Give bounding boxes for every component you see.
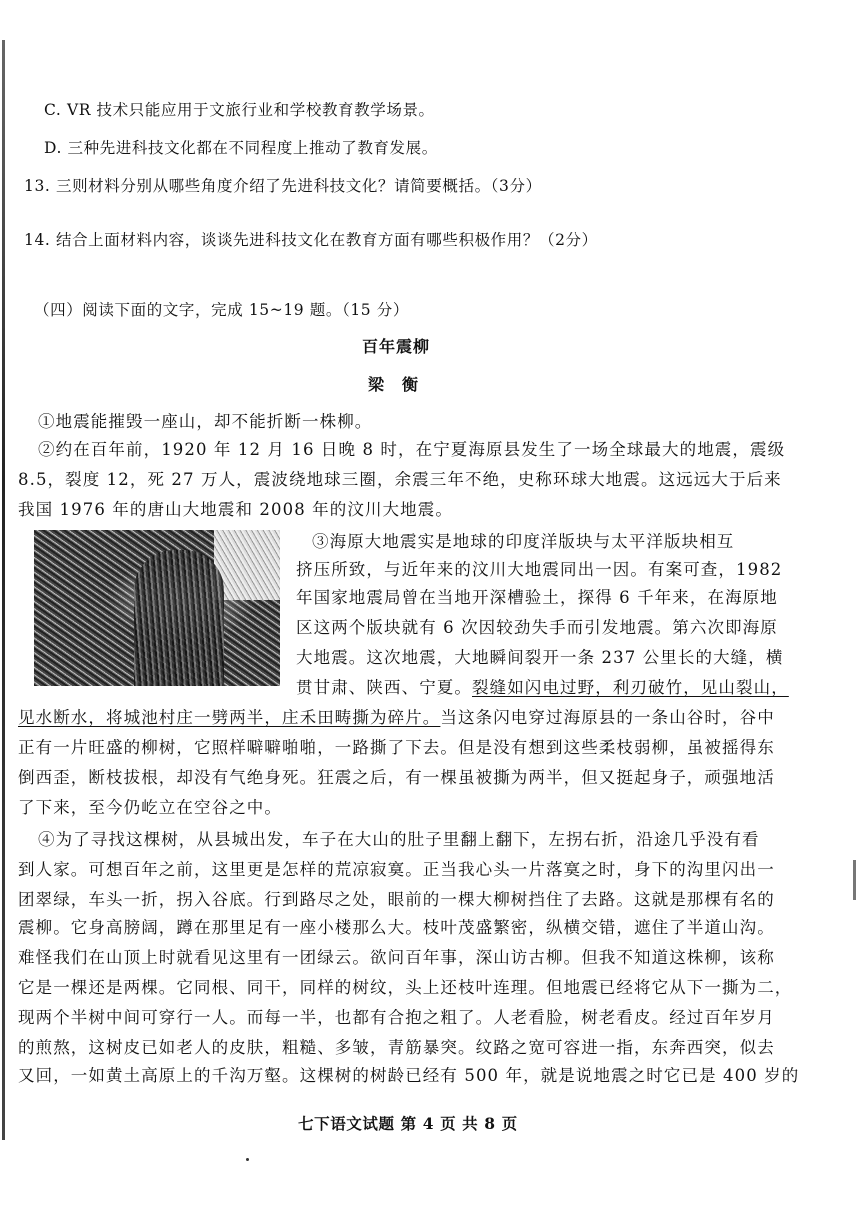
- paragraph-3-line: 区这两个版块就有 6 次因较劲失手而引发地震。第六次即海原: [296, 618, 778, 637]
- paragraph-4-line: 它是一棵还是两棵。它同根、同干，同样的树纹，头上还枝叶连理。但地震已经将它从下一撕为二，: [18, 978, 793, 997]
- paragraph-1: ①地震能摧毁一座山，却不能折断一株柳。: [38, 412, 373, 431]
- paragraph-2-line: 我国 1976 年的唐山大地震和 2008 年的汶川大地震。: [18, 500, 453, 519]
- paragraph-3-line: [296, 674, 789, 698]
- paragraph-4-line: 现两个半树中间可穿行一人。而每一半，也都有合抱之粗了。人老看脸，树老看皮。经过百年岁月: [18, 1008, 775, 1027]
- plain-text: 贯甘肃、陕西、宁夏。: [296, 678, 472, 697]
- paragraph-2-line: 8.5，裂度 12，死 27 万人，震波绕地球三圈，余震三年不绝，史称环球大地震。这远远大于后来: [18, 470, 782, 489]
- page-edge-shadow: [2, 40, 5, 1140]
- paragraph-4-line: 的煎熬，这树皮已如老人的皮肤，粗糙、多皱，青筋暴突。纹路之宽可容进一指，东奔西突，似去: [18, 1038, 775, 1057]
- paragraph-4-line: 到人家。可想百年之前，这里更是怎样的荒凉寂寞。正当我心头一片落寞之时，身下的沟里闪出一: [18, 860, 775, 879]
- paragraph-3-line: 正有一片旺盛的柳树，它照样噼噼啪啪，一路撕了下去。但是没有想到这些柔枝弱柳，虽被摇得东: [18, 738, 775, 757]
- paragraph-3-line: [18, 704, 775, 728]
- article-author: 梁 衡: [368, 375, 420, 394]
- paragraph-4-line: 震柳。它身高膀阔，蹲在那里足有一座小楼那么大。枝叶茂盛繁密，纵横交错，遮住了半道山沟。: [18, 918, 775, 937]
- scan-mark: [853, 860, 856, 900]
- paragraph-3-line: ③海原大地震实是地球的印度洋版块与太平洋版块相互: [312, 532, 735, 551]
- paragraph-3-line: 大地震。这次地震，大地瞬间裂开一条 237 公里长的大缝，横: [296, 648, 784, 667]
- willow-tree-photo: [34, 530, 280, 686]
- plain-text: 当这条闪电穿过海原县的一条山谷时，谷中: [440, 708, 775, 727]
- section-heading: （四）阅读下面的文字，完成 15~19 题。（15 分）: [34, 301, 409, 319]
- paragraph-2-line: ②约在百年前，1920 年 12 月 16 日晚 8 时，在宁夏海原县发生了一场全球最大的地震，震级: [38, 440, 786, 459]
- page-footer: 七下语文试题 第 4 页 共 8 页: [298, 1114, 518, 1133]
- question-13: 13. 三则材料分别从哪些角度介绍了先进科技文化？请简要概括。（3分）: [24, 177, 542, 195]
- photo-trunk: [134, 550, 224, 686]
- paragraph-3-line: 倒西歪，断枝拔根，却没有气绝身死。狂震之后，有一棵虽被撕为两半，但又挺起身子，顽强地活: [18, 768, 775, 787]
- scan-speck: [246, 1158, 249, 1161]
- underlined-sentence: 裂缝如闪电过野，利刃破竹，见山裂山，: [472, 678, 789, 697]
- paragraph-4-line: 难怪我们在山顶上时就看见这里有一团绿云。欲问百年事，深山访古柳。但我不知道这株柳，该称: [18, 948, 775, 967]
- article-title: 百年震柳: [362, 337, 431, 356]
- paragraph-4-line: 团翠绿，车头一折，拐入谷底。行到路尽之处，眼前的一棵大柳树挡住了去路。这就是那棵有名的: [18, 890, 775, 909]
- paragraph-3-line: 年国家地震局曾在当地开深槽验土，探得 6 千年来，在海原地: [296, 588, 778, 607]
- paragraph-4-line: ④为了寻找这棵树，从县城出发，车子在大山的肚子里翻上翻下，左拐右折，沿途几乎没有看: [38, 830, 760, 849]
- paragraph-3-line: 挤压所致，与近年来的汶川大地震同出一因。有案可查，1982: [296, 560, 783, 579]
- paragraph-4-line: 又回，一如黄土高原上的千沟万壑。这棵树的树龄已经有 500 年，就是说地震之时它已是 400 岁的: [18, 1066, 800, 1085]
- option-c: C. VR 技术只能应用于文旅行业和学校教育教学场景。: [44, 101, 435, 119]
- option-d: D. 三种先进科技文化都在不同程度上推动了教育发展。: [44, 139, 438, 157]
- paragraph-3-line: 了下来，至今仍屹立在空谷之中。: [18, 798, 282, 817]
- question-14: 14. 结合上面材料内容，谈谈先进科技文化在教育方面有哪些积极作用？（2分）: [24, 231, 598, 249]
- underlined-sentence: 见水断水，将城池村庄一劈两半，庄禾田畴撕为碎片。: [18, 708, 441, 727]
